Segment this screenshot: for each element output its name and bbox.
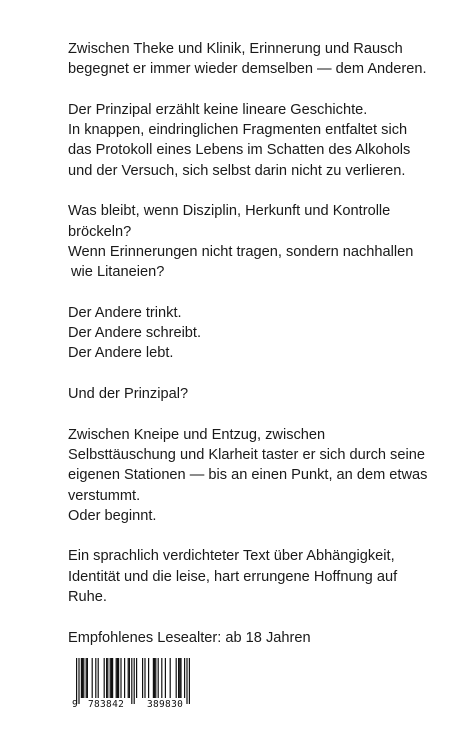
text-line: Was bleibt, wenn Disziplin, Herkunft und Kontrolle xyxy=(68,203,391,220)
barcode-bar xyxy=(136,658,137,698)
barcode-bar xyxy=(180,658,181,698)
text-line: Wenn Erinnerungen nicht tragen, sondern nachhallen xyxy=(68,243,414,260)
barcode-guard-bar xyxy=(186,658,187,704)
paragraph-stations xyxy=(68,425,428,526)
text-line: In knappen, eindringlichen Fragmenten entfaltet sich xyxy=(68,122,408,139)
text-line: Der Andere lebt. xyxy=(68,345,174,362)
barcode-bar xyxy=(86,658,87,698)
barcode-left-group: 783842 xyxy=(88,699,125,710)
barcode-bars xyxy=(70,658,194,704)
text-line: Zwischen Theke und Klinik, Erinnerung und Rausch xyxy=(68,41,403,57)
barcode-bar xyxy=(124,658,125,698)
text-line: Ruhe. xyxy=(68,589,107,606)
barcode-guard-bar xyxy=(131,658,132,704)
text-line: Empfohlenes Lesealter: ab 18 Jahren xyxy=(68,629,311,646)
barcode-bar xyxy=(158,658,159,698)
paragraph-intro xyxy=(68,39,427,80)
barcode-bar xyxy=(148,658,149,698)
text-line: Ein sprachlich verdichteter Text über Abhängigkeit, xyxy=(68,548,395,565)
barcode-bar xyxy=(142,658,143,698)
barcode-guard-bar xyxy=(76,658,77,704)
text-line: Der Prinzipal erzählt keine lineare Geschichte. xyxy=(68,101,368,118)
barcode-bar xyxy=(128,658,129,698)
barcode-bar xyxy=(120,658,121,698)
barcode-bar xyxy=(153,658,154,698)
text-line: Identität und die leise, hart errungene Hoffnung auf xyxy=(68,568,398,585)
text-line: Zwischen Kneipe und Entzug, zwischen xyxy=(68,426,326,443)
text-line: Und der Prinzipal? xyxy=(68,386,189,403)
barcode-bar xyxy=(179,658,180,698)
barcode-bar xyxy=(154,658,155,698)
barcode-bar xyxy=(82,658,83,698)
paragraph-summary xyxy=(68,100,411,181)
text-line: Der Andere trinkt. xyxy=(68,304,182,321)
barcode-guard-bar xyxy=(189,658,190,704)
barcode-bar xyxy=(87,658,88,698)
barcode-bar xyxy=(178,658,179,698)
barcode-bar xyxy=(112,658,113,698)
barcode-bar xyxy=(111,658,112,698)
barcode-bar xyxy=(98,658,99,698)
text-line: Oder beginnt. xyxy=(68,507,157,524)
barcode-bar xyxy=(184,658,185,698)
barcode-bar xyxy=(110,658,111,698)
barcode-first-digit: 9 xyxy=(72,699,78,710)
text-line: bröckeln? xyxy=(68,223,132,240)
barcode-bar xyxy=(129,658,130,698)
text-line: das Protokoll eines Lebens im Schatten des Alkohols xyxy=(68,142,411,159)
barcode-bar xyxy=(107,658,108,698)
barcode-digits xyxy=(72,699,194,713)
text-line: Der Andere schreibt. xyxy=(68,325,202,342)
barcode-bar xyxy=(161,658,162,698)
barcode-bar xyxy=(92,658,93,698)
text-line: Selbsttäuschung und Klarheit taster er sich durch seine xyxy=(68,446,425,463)
barcode-bar xyxy=(117,658,118,698)
text-line: eigenen Stationen — bis an einen Punkt, an dem etwas xyxy=(68,467,428,484)
text-line: begegnet er immer wieder demselben — dem Anderen. xyxy=(68,61,427,78)
barcode-bar xyxy=(104,658,105,698)
barcode-bar xyxy=(106,658,107,698)
barcode-bar xyxy=(81,658,82,698)
barcode-bar xyxy=(176,658,177,698)
paragraph-prinzipal-question xyxy=(68,384,408,404)
barcode-bar xyxy=(95,658,96,698)
paragraph-age-rating xyxy=(68,628,408,648)
barcode-right-group: 389830 xyxy=(147,699,184,710)
text-line: wie Litaneien? xyxy=(71,264,165,281)
text-line: und der Versuch, sich selbst darin nicht zu verlieren. xyxy=(68,162,406,179)
back-cover-text xyxy=(68,39,428,668)
barcode-bar xyxy=(83,658,84,698)
text-line: verstummt. xyxy=(68,487,141,504)
barcode-bar xyxy=(144,658,145,698)
barcode-bar xyxy=(118,658,119,698)
barcode-bar xyxy=(170,658,171,698)
paragraph-description xyxy=(68,546,408,607)
barcode-bar xyxy=(155,658,156,698)
barcode-guard-bar xyxy=(134,658,135,704)
paragraph-der-andere xyxy=(68,303,408,364)
paragraph-questions xyxy=(68,201,414,282)
barcode-bar xyxy=(116,658,117,698)
barcode-bar xyxy=(165,658,166,698)
barcode-guard-bar xyxy=(78,658,79,704)
